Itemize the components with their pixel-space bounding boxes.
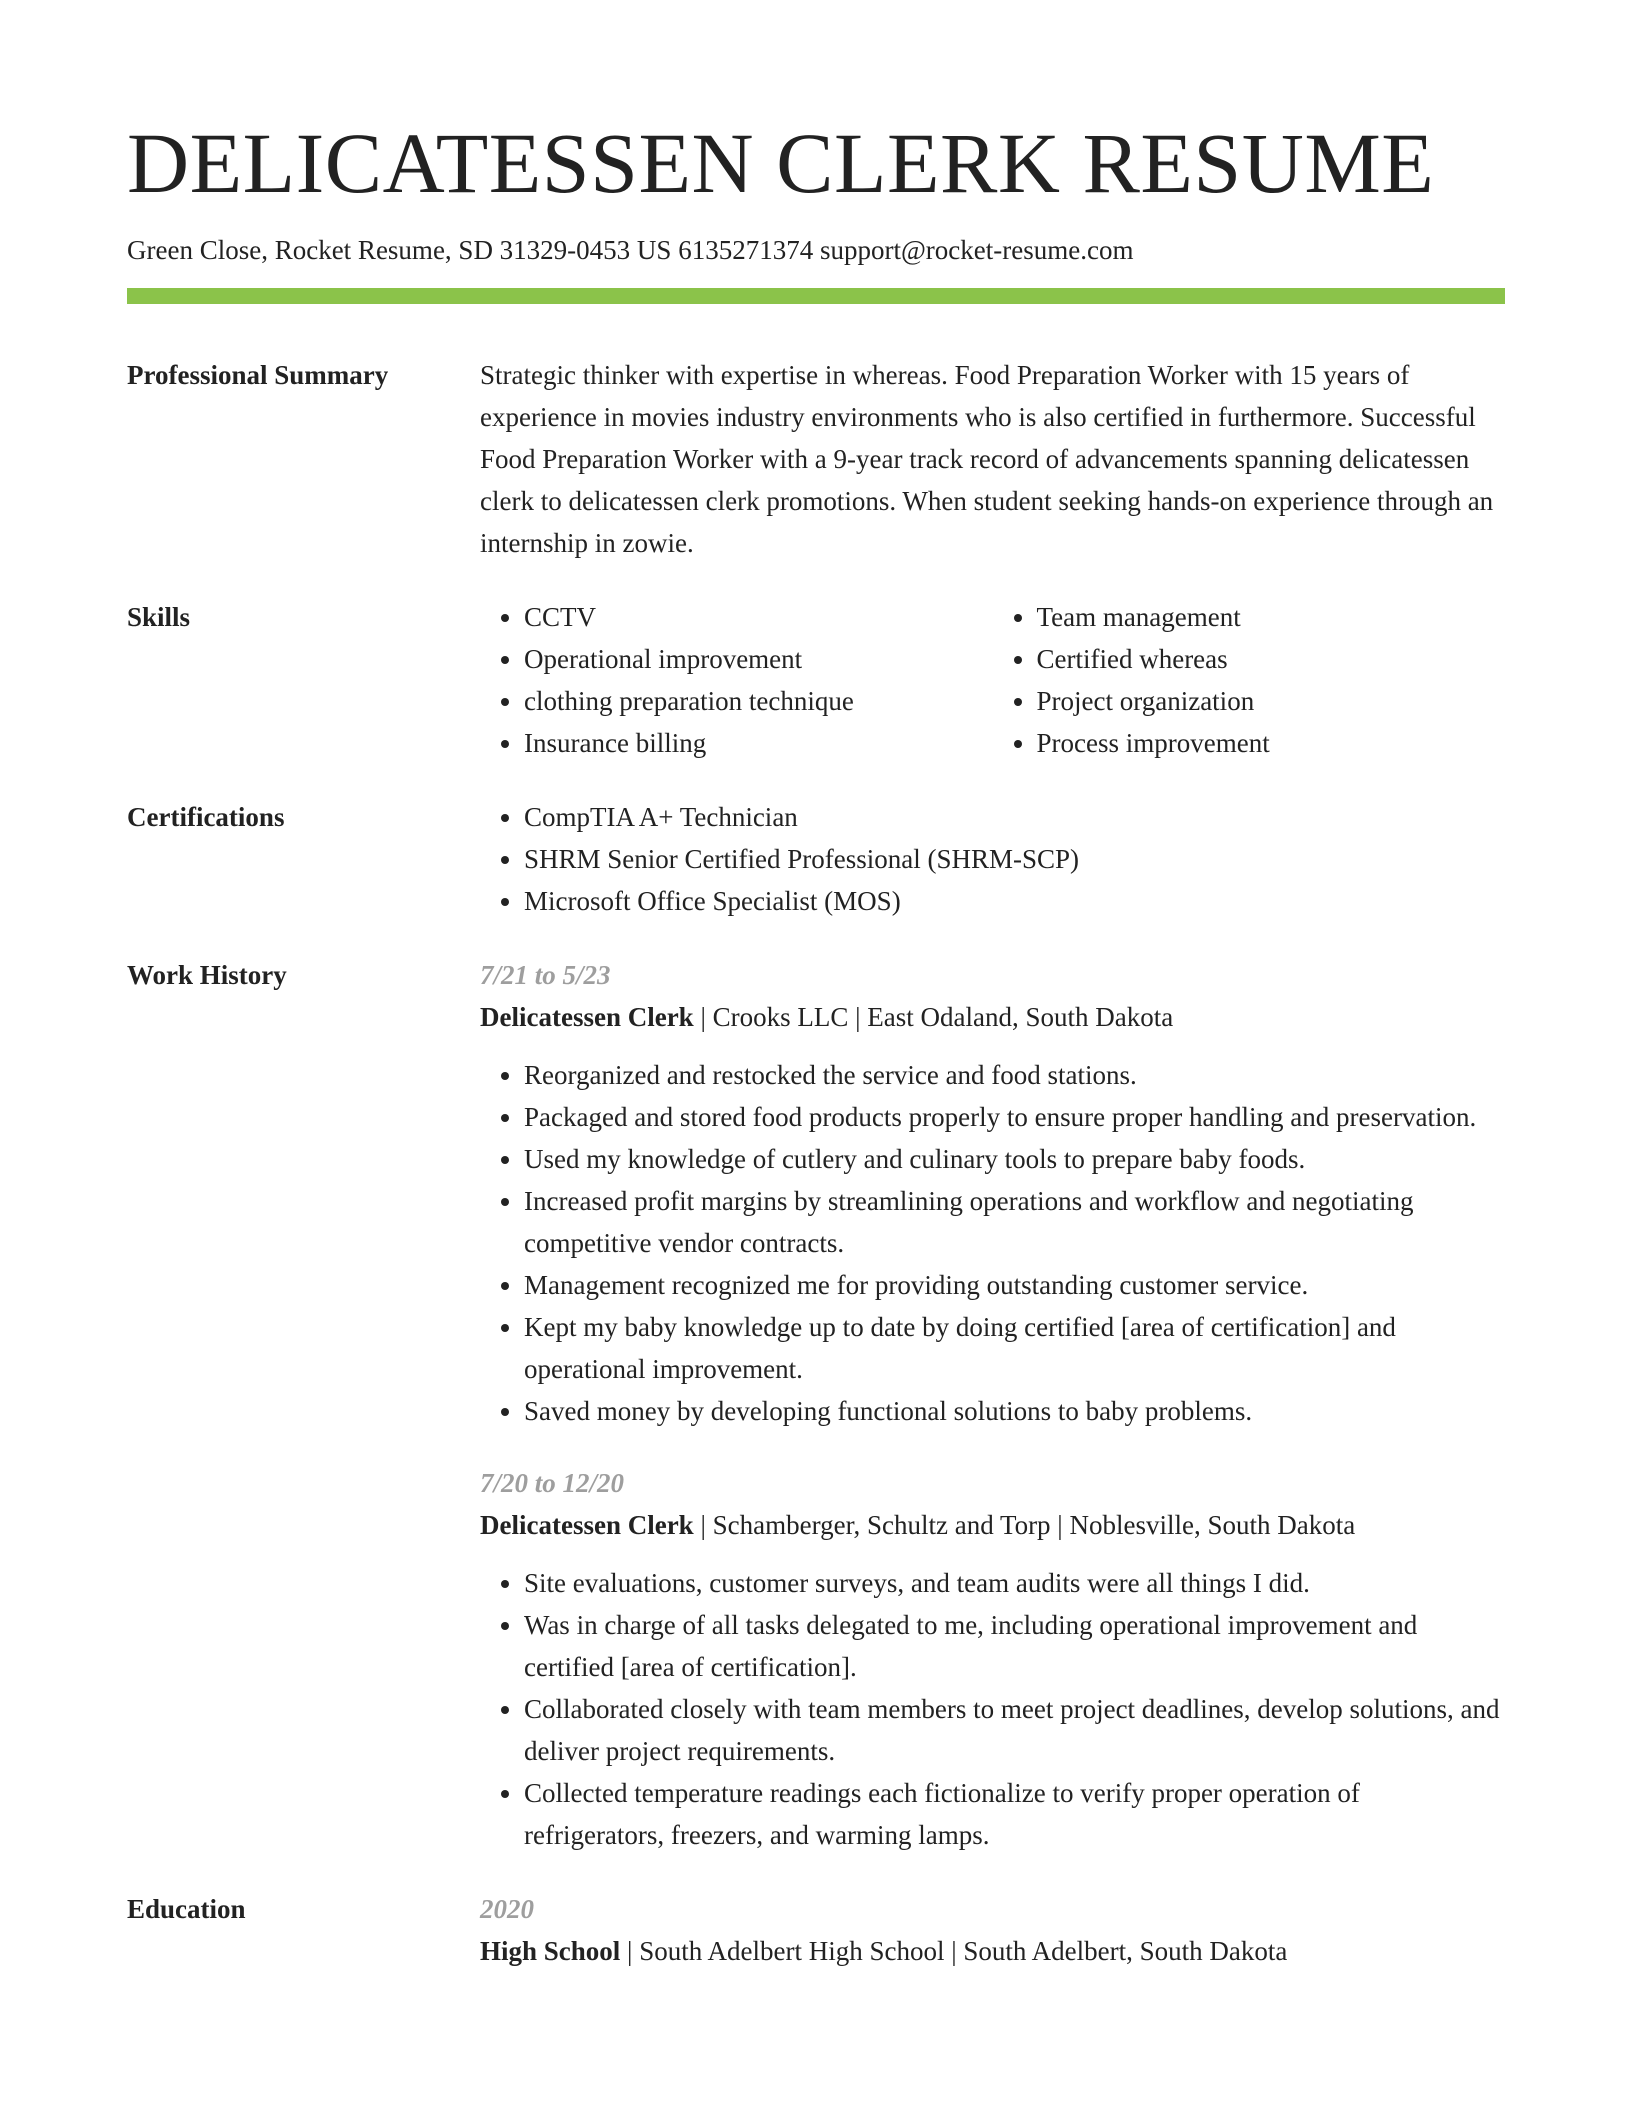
certifications-section <box>127 796 1505 922</box>
job-entry <box>480 954 1505 1432</box>
education-date: 2020 <box>480 1894 534 1925</box>
job-bullet: • Kept my baby knowledge up to date by doing certified [area of certification] and operational improvement. <box>524 1306 1505 1390</box>
work-history-content <box>480 954 1505 1856</box>
job-bullet: • Collaborated closely with team members to meet project deadlines, develop solutions, and deliver project requirements. <box>524 1688 1505 1772</box>
job-entry <box>480 1462 1505 1856</box>
job-dates: 7/20 to 12/20 <box>480 1468 625 1499</box>
skill-item: • Operational improvement <box>524 638 993 680</box>
header-divider <box>127 288 1505 304</box>
job-bullet: • Increased profit margins by streamlining operations and workflow and negotiating competitive vendor contracts. <box>524 1180 1505 1264</box>
job-bullet: • Used my knowledge of cutlery and culinary tools to prepare baby foods. <box>524 1138 1505 1180</box>
contact-line: Green Close, Rocket Resume, SD 31329-0453 US 6135271374 support@rocket-resume.com <box>127 235 1134 265</box>
job-bullet: • Was in charge of all tasks delegated to me, including operational improvement and certified [area of certification]. <box>524 1604 1505 1688</box>
job-bullet: • Site evaluations, customer surveys, and team audits were all things I did. <box>524 1562 1505 1604</box>
education-degree: High School <box>480 1936 621 1967</box>
certification-item: • CompTIA A+ Technician <box>524 796 1505 838</box>
job-bullet: • Management recognized me for providing outstanding customer service. <box>524 1264 1505 1306</box>
skill-item: • Certified whereas <box>1037 638 1506 680</box>
job-title-line <box>480 1504 1505 1546</box>
section-label-education: Education <box>127 1894 246 1925</box>
job-role: Delicatessen Clerk <box>480 1002 694 1033</box>
skill-item: • Team management <box>1037 596 1506 638</box>
job-bullets <box>480 1054 1505 1432</box>
education-line <box>480 1930 1505 1972</box>
resume-title: DELICATESSEN CLERK RESUME <box>127 115 1435 211</box>
section-label-certifications: Certifications <box>127 802 285 833</box>
education-details: | South Adelbert High School | South Adelbert, South Dakota <box>620 1936 1288 1967</box>
skill-item: • Process improvement <box>1037 722 1506 764</box>
skills-content <box>480 596 1505 764</box>
certification-item: • SHRM Senior Certified Professional (SHRM-SCP) <box>524 838 1505 880</box>
job-dates: 7/21 to 5/23 <box>480 960 611 991</box>
section-label-skills: Skills <box>127 602 191 633</box>
certification-item: • Microsoft Office Specialist (MOS) <box>524 880 1505 922</box>
education-section <box>127 1888 1505 1972</box>
skill-item: • clothing preparation technique <box>524 680 993 722</box>
skills-grid <box>480 596 1505 764</box>
job-bullet: • Packaged and stored food products properly to ensure proper handling and preservation. <box>524 1096 1505 1138</box>
job-bullet: • Collected temperature readings each fictionalize to verify proper operation of refrigerators, freezers, and warming lamps. <box>524 1772 1505 1856</box>
skills-section <box>127 596 1505 764</box>
certifications-list <box>480 796 1505 922</box>
summary-section <box>127 354 1505 564</box>
skill-item: • Insurance billing <box>524 722 993 764</box>
summary-content <box>480 354 1505 564</box>
section-label-summary: Professional Summary <box>127 360 389 391</box>
job-bullets <box>480 1562 1505 1856</box>
section-label-work-history: Work History <box>127 960 287 991</box>
education-content <box>480 1888 1505 1972</box>
skills-list-right <box>993 596 1506 764</box>
summary-text: Strategic thinker with expertise in whereas. Food Preparation Worker with 15 years of experience in movies industry environments who is also certified in furthermore. Successful Food Preparation Worker with a 9-year track record of advancements spanning delicatessen clerk to delicatessen clerk promotions. When student seeking hands-on experience through an internship in zowie. <box>480 360 1494 559</box>
job-role: Delicatessen Clerk <box>480 1510 694 1541</box>
certifications-content <box>480 796 1505 922</box>
job-details: | Schamberger, Schultz and Torp | Noblesville, South Dakota <box>693 1510 1356 1541</box>
job-title-line <box>480 996 1505 1038</box>
job-bullet: • Reorganized and restocked the service and food stations. <box>524 1054 1505 1096</box>
skill-item: • CCTV <box>524 596 993 638</box>
job-bullet: • Saved money by developing functional solutions to baby problems. <box>524 1390 1505 1432</box>
skill-item: • Project organization <box>1037 680 1506 722</box>
skills-list-left <box>480 596 993 764</box>
work-history-section <box>127 954 1505 1856</box>
job-details: | Crooks LLC | East Odaland, South Dakota <box>693 1002 1174 1033</box>
